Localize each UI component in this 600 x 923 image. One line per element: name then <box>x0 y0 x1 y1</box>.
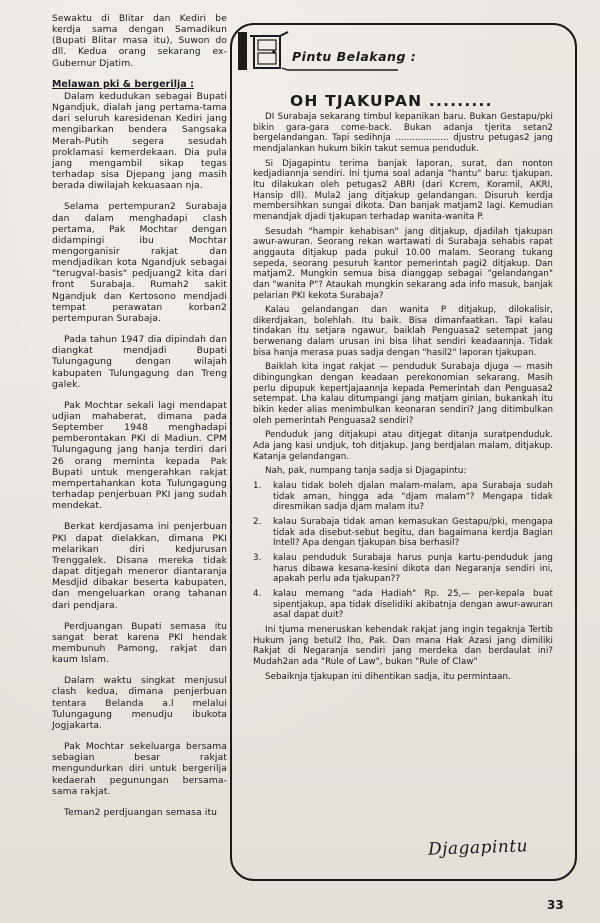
article-paragraph-4: Kalau gelandangan dan wanita P ditjakup, dilokalisir, dikerdjakan, bolehlah. Itu baik. Bisa dimanfaatkan. Tapi kalau tindakan itu setjara ngawur, baiklah Penguasa2 setempat jang berwenang dalam urusan ini bisa lihat sendiri keadaannja. Tidak bisa hanja merasa puas sadja dengan "hasil2" laporan tjakupan. <box>253 305 553 358</box>
left-paragraph-4: Pada tahun 1947 dia dipindah dan diangkat mendjadi Bupati Tulungagung dengan wilajah kabupaten Tulungagung dan Treng galek. <box>52 334 227 390</box>
list-item-number: 3. <box>253 552 262 563</box>
list-item-text: kalau penduduk Surabaja harus punja kartu-penduduk jang harus dibawa kesana-kesini dikota dan Negaranja sendiri ini, apakah perlu ada tjakupan?? <box>273 552 553 585</box>
left-paragraph-5: Pak Mochtar sekali lagi mendapat udjian mahaberat, dimana pada September 1948 menghadapi pemberontakan PKI di Madiun. CPM Tulungagung jang hanja terdiri dari 26 orang meminta kepada Pak Bupati untuk mengerahkan rakjat mempertahankan kota Tulungagung terhadap penjerbuan PKI jang sudah mendekat. <box>52 399 227 512</box>
left-paragraph-6: Berkat kerdjasama ini penjerbuan PKI dapat dielakkan, dimana PKI melarikan diri kedjurusan Trenggalek. Disana mereka tidak dapat ditjegah meneror diantaranja Mesdjid dibakar beserta kabupaten, dan mengeluarkan orang tahanan dari pendjara. <box>52 521 227 611</box>
list-item <box>253 589 553 621</box>
list-item-text: kalau tidak boleh djalan malam-malam, apa Surabaja sudah tidak aman, hingga ada "djam malam"? Mengapa tidak diresmikan sadja djam malam itu? <box>273 481 553 513</box>
article-paragraph-3: Sesudah "hampir kehabisan" jang ditjakup, djadilah tjakupan awur-awuran. Seorang rekan wartawati di Surabaja sehabis rapat anggauta ditjakup pada pukul 10.00 malam. Seorang tukang sepeda, seorang pesuruh kantor pemerintah pagi2 ditjakup. Dan matjam2. Mungkin semua bisa dianggap sebagai "gelandangan" dan "wanita P"? Ataukah mungkin sekarang ada info masuk, banjak pelarian PKI kekota Surabaja? <box>253 226 553 301</box>
article-paragraph-6: Penduduk jang ditjakupi atau ditjegat ditanja suratpenduduk. Ada jang kasi undjuk, toh ditjakup. Jang berdjalan malam, ditjakup. Katanja gelandangan. <box>253 430 553 462</box>
list-item-text: kalau Surabaja tidak aman kemasukan Gestapu/pki, mengapa tidak ada disebut-sebut begitu, dan bagaimana kerdja Bagian Intell? Apa dengan tjakupan bisa berhasil? <box>273 516 553 549</box>
list-item-number: 4. <box>253 588 262 599</box>
left-paragraph-7: Perdjuangan Bupati semasa itu sangat berat karena PKI hendak membunuh Pamong, rakjat dan kaum Islam. <box>52 620 227 666</box>
question-list <box>253 481 553 621</box>
list-item-number: 2. <box>253 516 262 527</box>
list-item-text: kalau memang "ada Hadiah" Rp. 25,— per-kepala buat sipentjakup, apa tidak diselidiki akibatnja dengan awur-awuran asal dapat duit? <box>273 588 553 621</box>
page-number: 33 <box>547 898 564 912</box>
left-paragraph-3: Selama pertempuran2 Surabaja dan dalam menghadapi clash pertama, Pak Mochtar dengan didampingi ibu Mochtar mengorganisir rakjat dan mendjadikan kota Ngandjuk sebagai "terugval-basis" pedjuang2 kita dari front Surabaja. Rumah2 sakit Ngandjuk dan Kertosono mendjadi tempat perawatan korban2 pertempuran Surabaja. <box>52 201 227 324</box>
left-column <box>52 0 227 923</box>
article-paragraph-5: Baiklah kita ingat rakjat — penduduk Surabaja djuga — masih dibingungkan dengan keadaan perekonomian sekarang. Masih perlu dipupuk kepertjajaannja kepada Pemerintah dan Penguasa2 setempat. Lha kalau ditumpangi jang matjam ginian, bukankah itu bikin keder alias menimbulkan keonaran sendiri? Jang ditimbulkan oleh pemerintah Penguasa2 sendiri? <box>253 362 553 426</box>
left-section-heading: Melawan pki & bergerilja : <box>52 78 194 90</box>
list-item <box>253 553 553 585</box>
column-header <box>236 30 417 72</box>
list-item <box>253 517 553 549</box>
list-item-number: 1. <box>253 481 262 491</box>
article-paragraph-8: Ini tjuma meneruskan kehendak rakjat jang ingin tegaknja Tertib Hukum jang betul2 lho, Pak. Dan mana Hak Azasi jang dimiliki Rakjat di Negaranja sendiri jang merdeka dan berdaulat ini? Mudah2an ada "Rule of Law", bukan "Rule of Claw" <box>253 624 553 667</box>
left-paragraph-1: Sewaktu di Blitar dan Kediri be kerdja sama dengan Samadikun (Bupati Blitar masa itu), Suwon do dll. Kedua orang sekarang ex-Gubernur Djatim. <box>52 13 227 69</box>
left-paragraph-8: Dalam waktu singkat menjusul clash kedua, dimana penjerbuan tentara Belanda a.l melalui Tulungagung menudju ibukota Jogjakarta. <box>52 675 227 731</box>
article-title: OH TJAKUPAN ......... <box>290 92 493 110</box>
article-paragraph-1: DI Surabaja sekarang timbul kepanikan baru. Bukan Gestapu/pki bikin gara-gara come-back. Bukan adanja tjerita setan2 bergelandangan. Tapi sedihnja ................... djustru petugas2 jang mendjalankan hukum bikin takut semua penduduk. <box>253 112 553 154</box>
left-paragraph-9: Pak Mochtar sekeluarga bersama sebagian besar rakjat mengundurkan diri untuk bergerilja kedaerah pegunungan bersama-sama rakjat. <box>52 741 227 797</box>
left-paragraph-10: Teman2 perdjuangan semasa itu <box>64 806 218 818</box>
list-item <box>253 481 553 513</box>
article-paragraph-7: Nah, pak, numpang tanja sadja si Djagapintu: <box>265 466 467 477</box>
column-title: Pintu Belakang : <box>292 49 417 64</box>
left-paragraph-2: Dalam kedudukan sebagai Bupati Ngandjuk, dialah jang pertama-tama dari seluruh karesidenan Kediri jang mengibarkan bendera Sangsaka Merah-Putih segera sesudah proklamasi kemerdekaan. Dia pula jang mengambil sikap tegas terhadap sisa Djepang jang masih berada diwilajah kekuasaan nja. <box>52 90 227 192</box>
article-body <box>253 112 553 686</box>
article-paragraph-9: Sebaiknja tjakupan ini dihentikan sadja, itu permintaan. <box>265 671 511 682</box>
article-paragraph-2: Si Djagapintu terima banjak laporan, surat, dan nonton kedjadiannja sendiri. Ini tjuma soal adanja "hantu" baru: tjakupan. Itu dilakukan oleh petugas2 ABRI (dari Kcrem, Koramil, AKRI, Hansip dll). Mula2 jang ditjakup gelandangan. Disuruh kerdja membersihkan sungai dikota. Dan banjak matjam2 lagi. Kemudian menandjak djadi tjakupan terhadap wanita-wanita P. <box>253 158 553 222</box>
author-signature: Djagapintu <box>427 836 529 860</box>
